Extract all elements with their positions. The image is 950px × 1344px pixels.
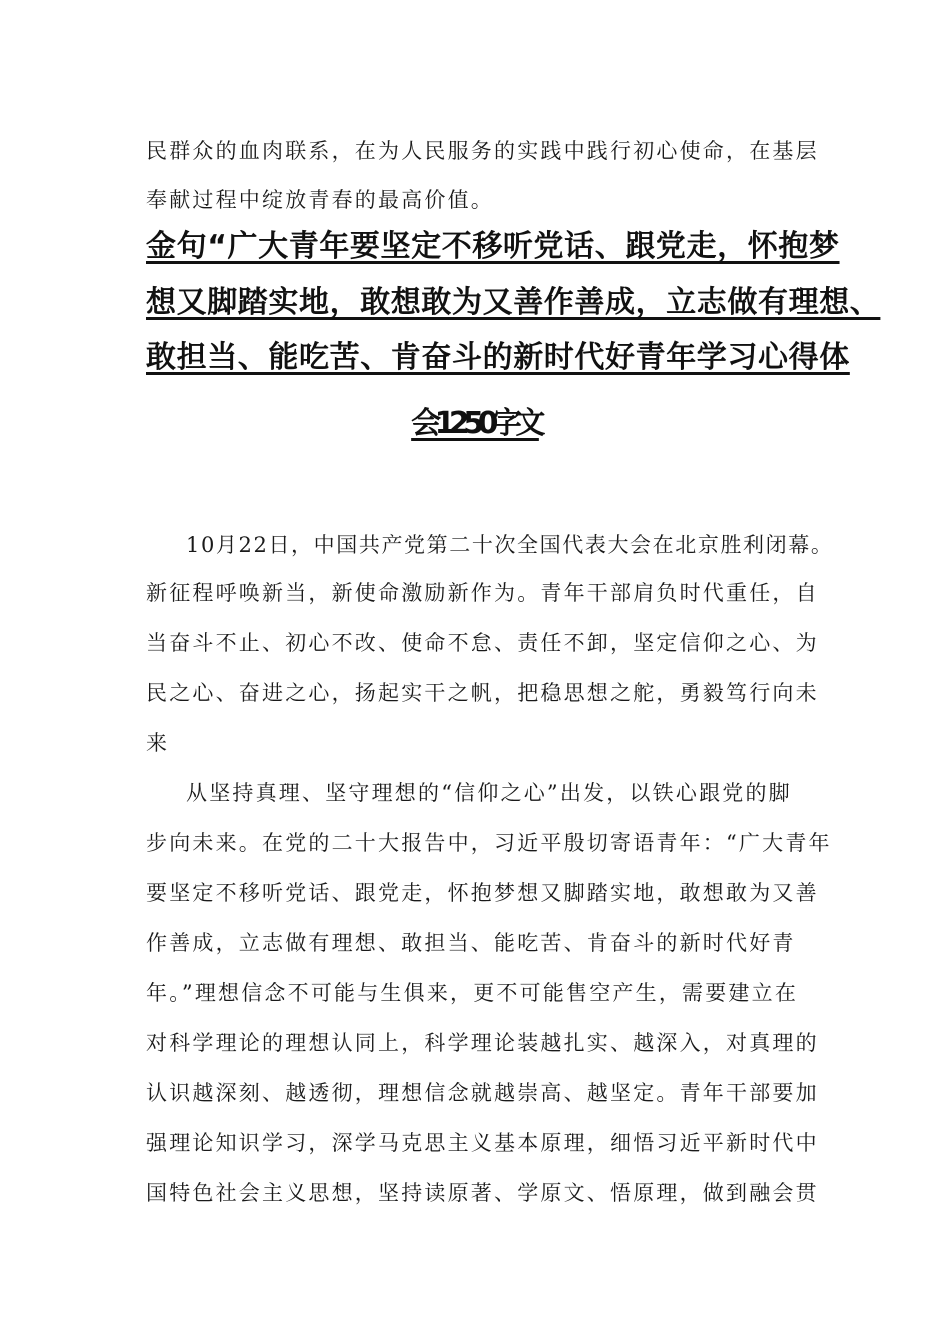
paragraph1-line-1: 10月22日，中国共产党第二十次全国代表大会在北京胜利闭幕。 xyxy=(186,533,834,557)
paragraph2-line-2: 步向未来。在党的二十大报告中，习近平殷切寄语青年：“广大青年 xyxy=(146,831,832,855)
paragraph2-line-1: 从坚持真理、坚守理想的“信仰之心”出发，以铁心跟党的脚 xyxy=(186,781,792,805)
paragraph2-line-7: 认识越深刻、越透彻，理想信念就越崇高、越坚定。青年干部要加 xyxy=(146,1081,819,1105)
paragraph2-line-9: 国特色社会主义思想，坚持读原著、学原文、悟原理，做到融会贯 xyxy=(146,1181,819,1205)
paragraph1-line-5: 来 xyxy=(146,731,170,755)
paragraph2-line-4: 作善成，立志做有理想、敢担当、能吃苦、肯奋斗的新时代好青 xyxy=(146,931,796,955)
paragraph2-line-8: 强理论知识学习，深学马克思主义基本原理，细悟习近平新时代中 xyxy=(146,1131,819,1155)
paragraph2-line-6: 对科学理论的理想认同上，科学理论装越扎实、越深入，对真理的 xyxy=(146,1031,819,1055)
intro-line-1: 民群众的血肉联系，在为人民服务的实践中践行初心使命，在基层 xyxy=(146,139,819,163)
title-line-2: 想又脚踏实地，敢想敢为又善作善成，立志做有理想、 xyxy=(146,285,881,320)
intro-line-2: 奉献过程中绽放青春的最高价值。 xyxy=(146,188,494,212)
title-line-3: 敢担当、能吃苦、肯奋斗的新时代好青年学习心得体 xyxy=(146,340,850,375)
paragraph1-line-2: 新征程呼唤新当，新使命激励新作为。青年干部肩负时代重任，自 xyxy=(146,581,819,605)
paragraph1-line-3: 当奋斗不止、初心不改、使命不怠、责任不卸，坚定信仰之心、为 xyxy=(146,631,819,655)
paragraph2-line-3: 要坚定不移听党话、跟党走，怀抱梦想又脚踏实地，敢想敢为又善 xyxy=(146,881,819,905)
title-line-4: 会1250字文 xyxy=(411,406,539,441)
paragraph2-line-5: 年。”理想信念不可能与生俱来，更不可能售空产生，需要建立在 xyxy=(146,981,799,1005)
title-line-1: 金句“广大青年要坚定不移听党话、跟党走，怀抱梦 xyxy=(146,229,840,264)
paragraph1-line-4: 民之心、奋进之心，扬起实干之帆，把稳思想之舵，勇毅笃行向未 xyxy=(146,681,819,705)
